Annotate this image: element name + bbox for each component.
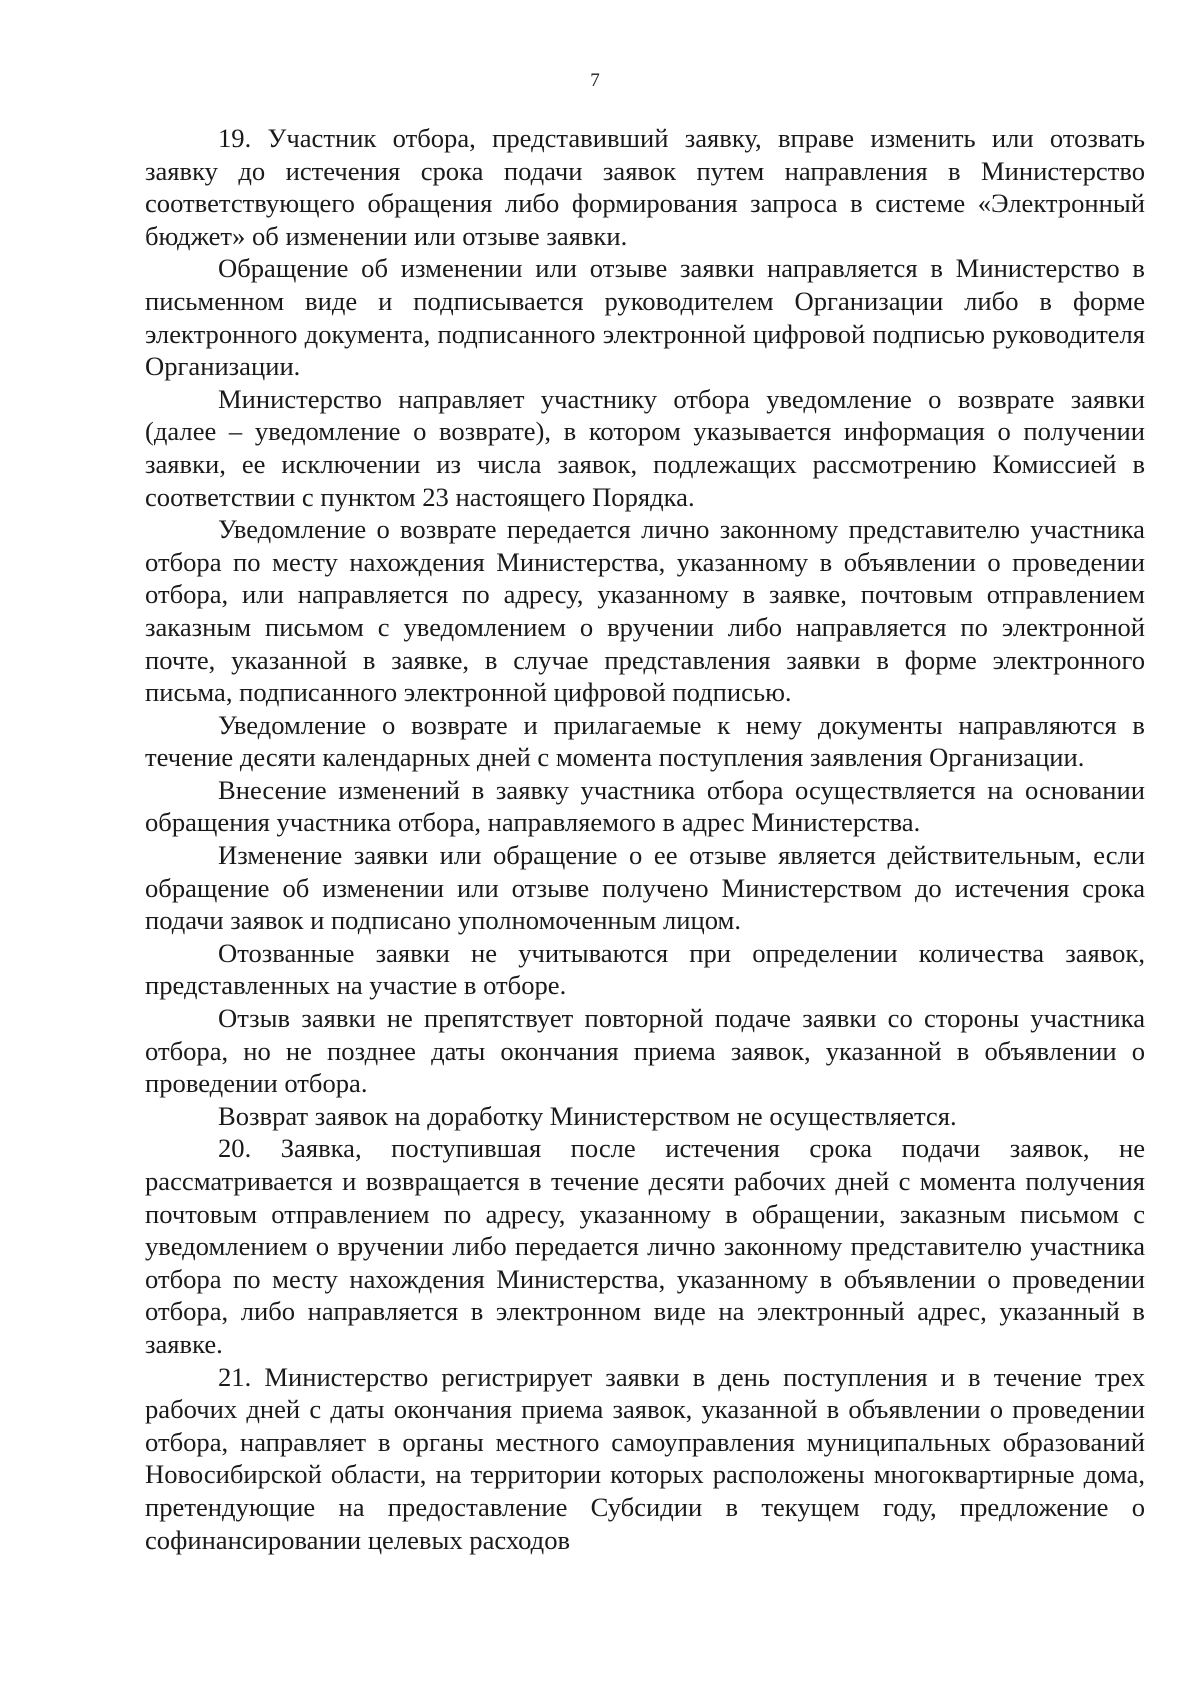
document-body [145, 122, 1145, 1556]
paragraph-withdrawn-count: Отозванные заявки не учитываются при определении количества заявок, представленных на участие в отборе. [145, 937, 1145, 1001]
paragraph-validity: Изменение заявки или обращение о ее отзыве является действительным, если обращение об изменении или отзыве получено Министерством до истечения срока подачи заявок и подписано уполномоченным лицом. [145, 840, 1145, 936]
paragraph-20: 20. Заявка, поступившая после истечения срока подачи заявок, не рассматривается и возвращается в течение десяти рабочих дней с момента получения почтовым отправлением по адресу, указанному в обращении, заказным письмом с уведомлением о вручении либо передается лично законному представителю участника отбора по месту нахождения Министерства, указанному в объявлении о проведении отбора, либо направляется в электронном виде на электронный адрес, указанный в заявке. [145, 1133, 1145, 1359]
paragraph-amendments: Внесение изменений в заявку участника отбора осуществляется на основании обращения участника отбора, направляемого в адрес Министерства. [145, 774, 1145, 838]
paragraph-notice-delivery: Уведомление о возврате передается лично законному представителю участника отбора по месту нахождения Министерства, указанному в объявлении о проведении отбора, или направляется по адресу, указанному в заявке, почтовым отправлением заказным письмом с уведомлением о вручении либо направляется по электронной почте, указанной в заявке, в случае представления заявки в форме электронного письма, подписанного электронной цифровой подписью. [145, 514, 1145, 708]
page-number: 7 [590, 70, 600, 91]
paragraph-withdrawal-request: Обращение об изменении или отзыве заявки направляется в Министерство в письменном виде и подписывается руководителем Организации либо в форме электронного документа, подписанного электронной цифровой подписью руководителя Организации. [145, 253, 1145, 382]
paragraph-19: 19. Участник отбора, представивший заявку, вправе изменить или отозвать заявку до истечения срока подачи заявок путем направления в Министерство соответствующего обращения либо формирования запроса в системе «Электронный бюджет» об изменении или отзыве заявки. [145, 123, 1145, 251]
paragraph-21: 21. Министерство регистрирует заявки в день поступления и в течение трех рабочих дней с даты окончания приема заявок, указанной в объявлении о проведении отбора, направляет в органы местного самоуправления муниципальных образований Новосибирской области, на территории которых расположены многоквартирные дома, претендующие на предоставление Субсидии в текущем году, предложение о софинансировании целевых расходов [145, 1361, 1145, 1555]
paragraph-no-rework: Возврат заявок на доработку Министерством не осуществляется. [218, 1100, 957, 1131]
paragraph-notice-deadline: Уведомление о возврате и прилагаемые к нему документы направляются в течение десяти календарных дней с момента поступления заявления Организации. [145, 709, 1145, 773]
paragraph-resubmission: Отзыв заявки не препятствует повторной подаче заявки со стороны участника отбора, но не позднее даты окончания приема заявок, указанной в объявлении о проведении отбора. [145, 1003, 1145, 1099]
paragraph-return-notice: Министерство направляет участнику отбора уведомление о возврате заявки (далее – уведомление о возврате), в котором указывается информация о получении заявки, ее исключении из числа заявок, подлежащих рассмотрению Комиссией в соответствии с пунктом 23 настоящего Порядка. [145, 383, 1145, 512]
